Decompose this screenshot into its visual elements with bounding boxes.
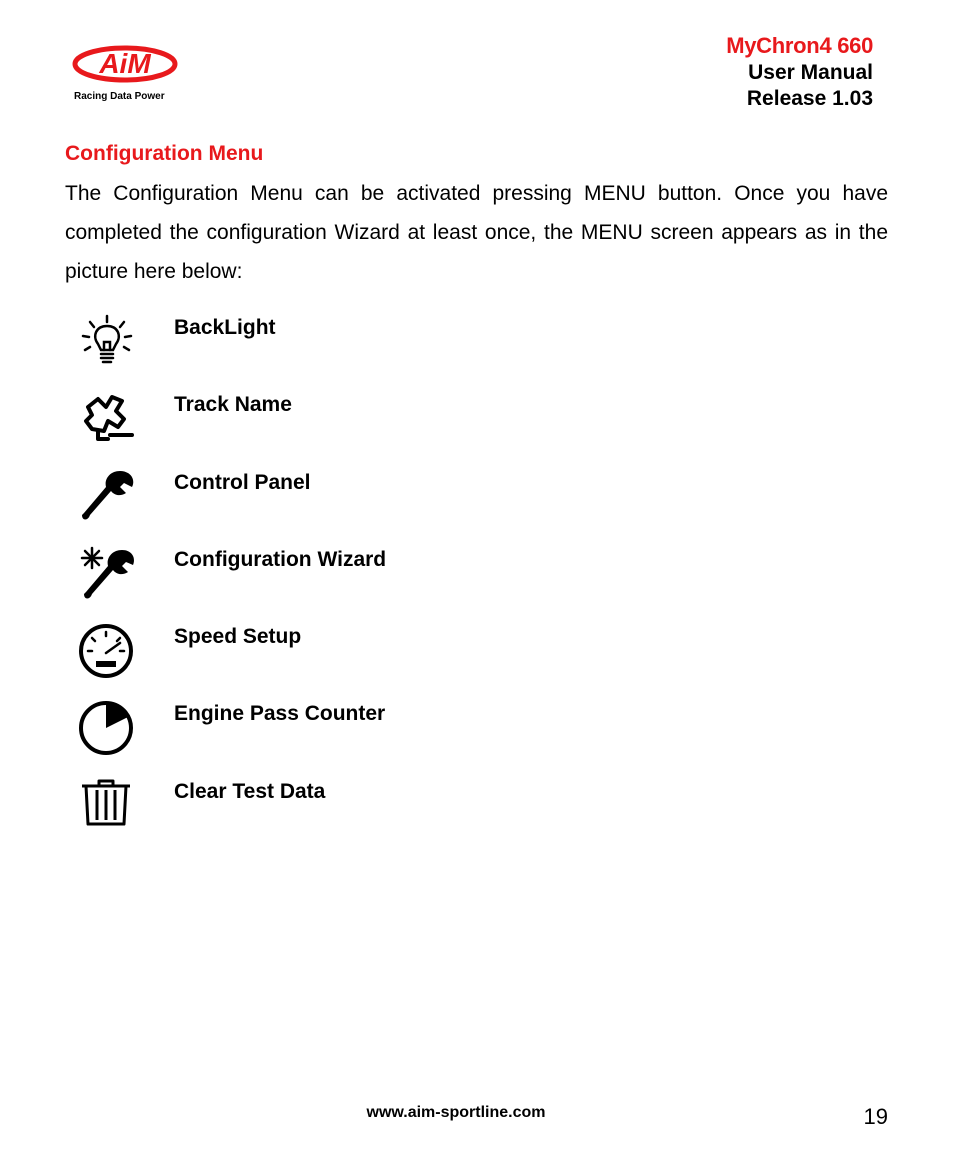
menu-item-engine-pass-counter [78,700,578,760]
menu-item-configuration-wizard [78,546,578,606]
menu-item-label: Configuration Wizard [174,548,387,571]
intro-paragraph: The Configuration Menu can be activated pressing MENU button. Once you have completed the configuration Wizard at least once, the MENU screen appears as in the picture here below: [65,182,888,283]
menu-item-track-name [78,391,578,451]
menu-item-label: Control Panel [174,471,311,494]
trash-icon [78,778,136,836]
release-version: Release 1.03 [746,87,873,110]
wrench-icon [78,469,136,527]
svg-text:AiM: AiM [99,48,151,79]
menu-item-label: Speed Setup [174,625,302,648]
lightbulb-icon [78,314,136,372]
menu-item-label: Track Name [174,393,292,416]
menu-item-label: Engine Pass Counter [174,702,386,725]
menu-item-label: BackLight [174,316,276,339]
menu-item-control-panel [78,469,578,529]
menu-item-speed-setup [78,623,578,683]
aim-logo [70,40,180,110]
wizard-wrench-icon [78,546,136,604]
product-name: MyChron4 660 [726,33,873,58]
document-header [726,32,873,112]
speedometer-icon [78,623,136,681]
track-icon [78,391,136,449]
aim-logo-mark [70,40,180,90]
menu-item-backlight [78,314,578,374]
menu-item-label: Clear Test Data [174,780,326,803]
pie-timer-icon [78,700,136,758]
menu-item-clear-test-data [78,778,578,838]
document-type: User Manual [748,61,873,84]
logo-tagline: Racing Data Power [74,91,165,102]
footer-website: www.aim-sportline.com [366,1104,546,1121]
section-title: Configuration Menu [65,142,264,165]
page-number: 19 [863,1104,888,1129]
